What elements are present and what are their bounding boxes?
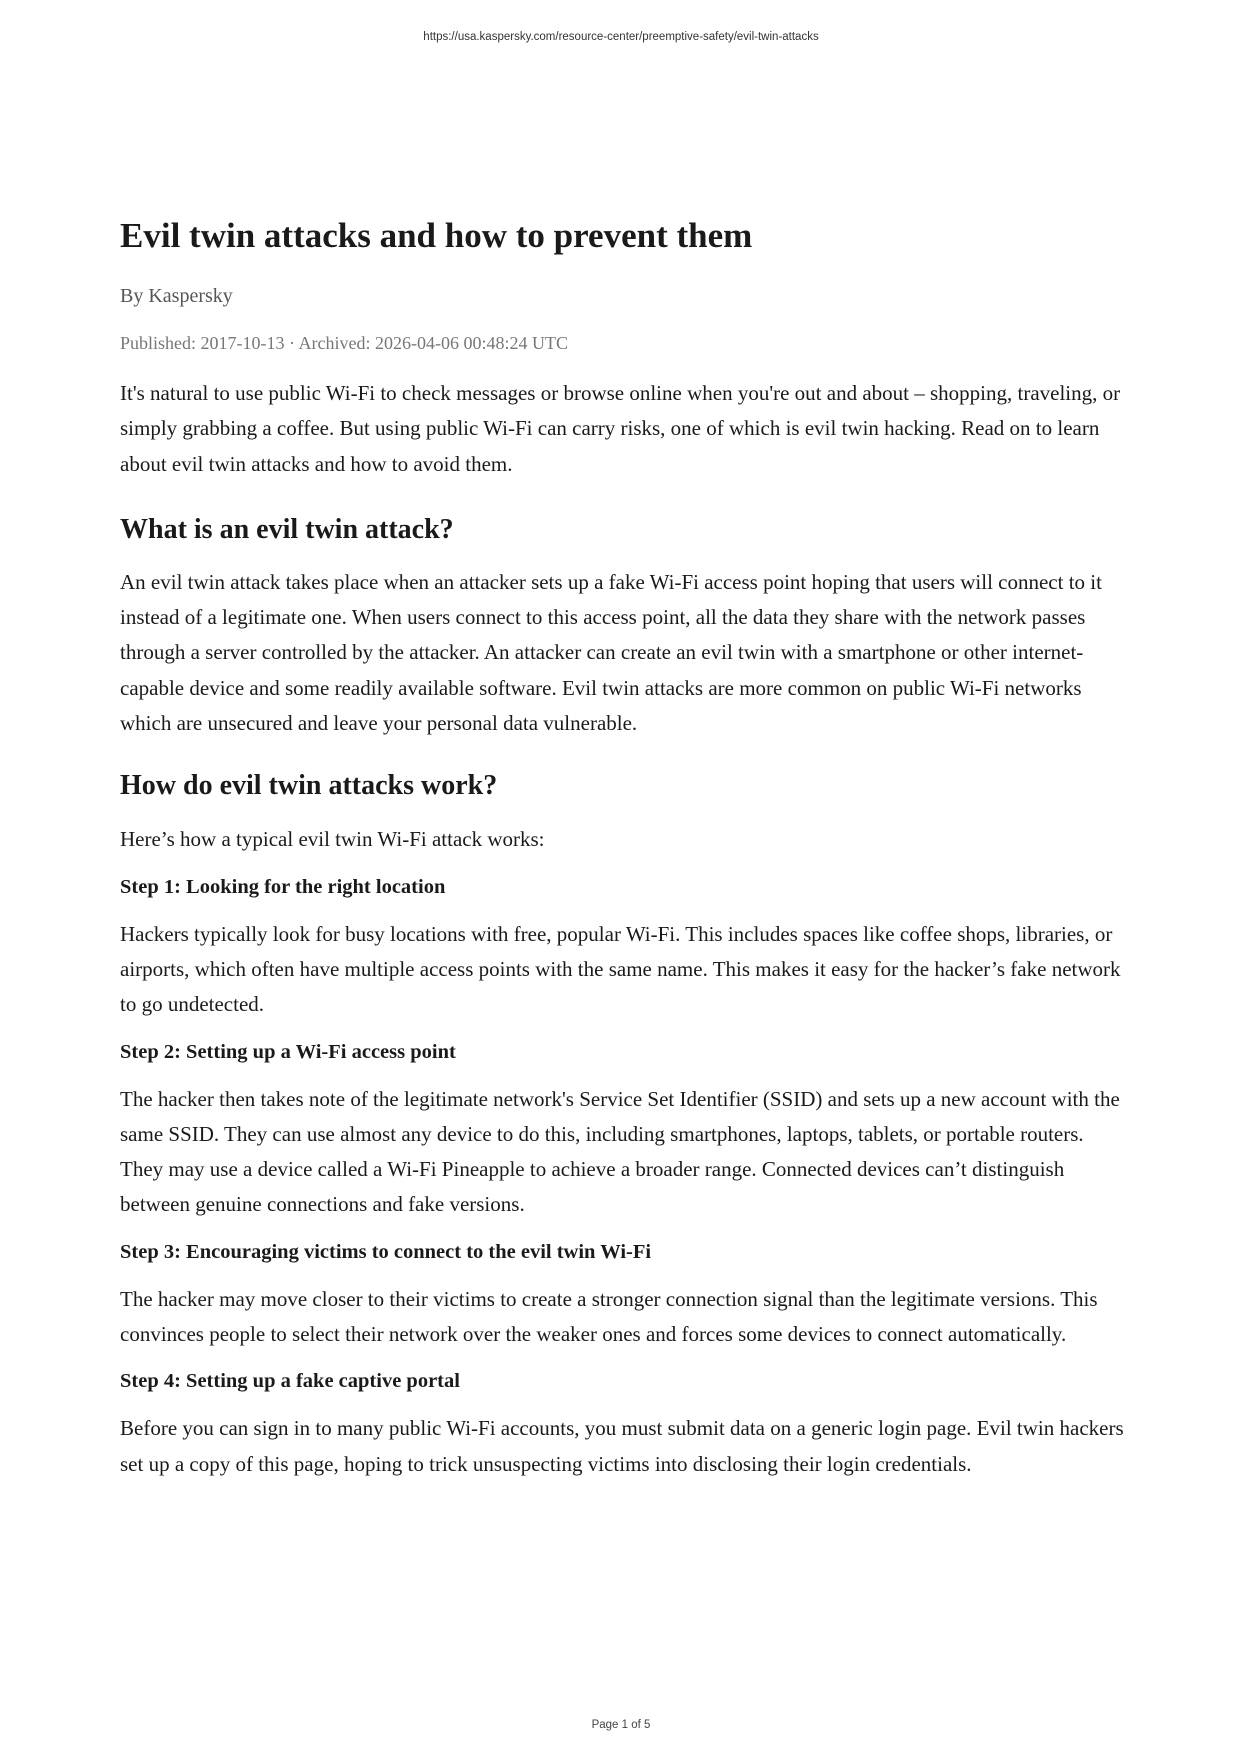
publish-meta: Published: 2017-10-13 · Archived: 2026-04-06 00:48:24 UTC: [120, 333, 568, 353]
step-heading: Step 4: Setting up a fake captive portal: [120, 1370, 460, 1393]
step-body: Hackers typically look for busy locations with free, popular Wi-Fi. This includes spaces like coffee shops, libraries, or airports, which often have multiple access points with the same name. This makes it easy for the hacker’s fake network to go undetected.: [120, 921, 1121, 1017]
page-title: Evil twin attacks and how to prevent them: [120, 216, 753, 255]
source-url: https://usa.kaspersky.com/resource-center/preemptive-safety/evil-twin-attacks: [423, 31, 819, 43]
step-body: The hacker may move closer to their victims to create a stronger connection signal than the legitimate versions. This convinces people to select their network over the weaker ones and forces some devices to connect automatically.: [120, 1286, 1098, 1347]
section-body-what-is: An evil twin attack takes place when an attacker sets up a fake Wi-Fi access point hoping that users will connect to it instead of a legitimate one. When users connect to this access point, all the data they share with the network passes through a server controlled by the attacker. An attacker can create an evil twin with a smartphone or other internet-capable device and some readily available software. Evil twin attacks are more common on public Wi-Fi networks which are unsecured and leave your personal data vulnerable.: [120, 569, 1102, 736]
step-body: The hacker then takes note of the legitimate network's Service Set Identifier (SSID) and sets up a new account with the same SSID. They can use almost any device to do this, including smartphones, laptops, tablets, or portable routers. They may use a device called a Wi-Fi Pineapple to achieve a broader range. Connected devices can’t distinguish between genuine connections and fake versions.: [120, 1086, 1120, 1217]
step-heading: Step 1: Looking for the right location: [120, 875, 446, 898]
intro-paragraph: It's natural to use public Wi-Fi to check messages or browse online when you're out and about – shopping, traveling, or simply grabbing a coffee. But using public Wi-Fi can carry risks, one of which is evil twin hacking. Read on to learn about evil twin attacks and how to avoid them.: [120, 381, 1121, 476]
step-heading: Step 2: Setting up a Wi-Fi access point: [120, 1040, 456, 1063]
byline: By Kaspersky: [120, 285, 233, 307]
section-heading-what-is: What is an evil twin attack?: [120, 513, 454, 545]
step-heading: Step 3: Encouraging victims to connect to the evil twin Wi-Fi: [120, 1240, 652, 1263]
step-body: Before you can sign in to many public Wi-Fi accounts, you must submit data on a generic login page. Evil twin hackers set up a copy of this page, hoping to trick unsuspecting victims into disclosing their login credentials.: [120, 1416, 1124, 1476]
article: [120, 212, 1130, 1482]
page-number: Page 1 of 5: [591, 1719, 651, 1731]
section-intro-how-it-works: Here’s how a typical evil twin Wi-Fi attack works:: [120, 827, 545, 852]
section-heading-how-it-works: How do evil twin attacks work?: [120, 770, 498, 802]
